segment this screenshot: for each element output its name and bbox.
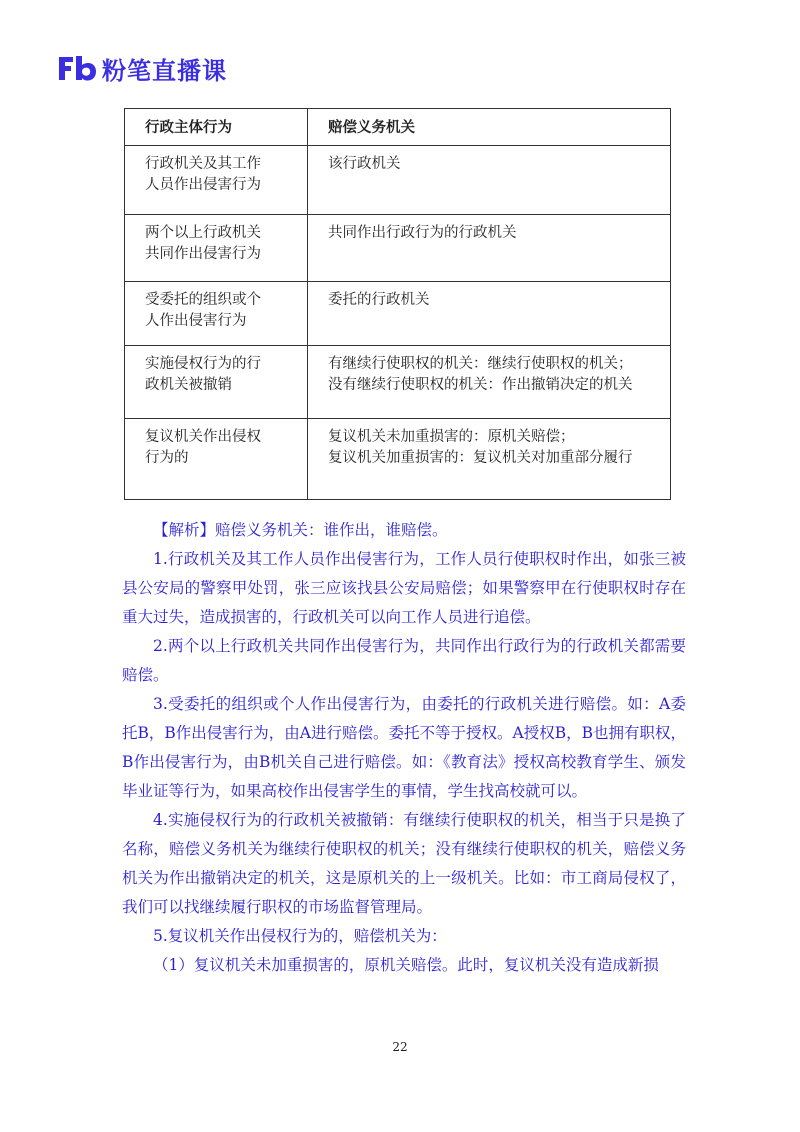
analysis-section [122, 516, 686, 980]
table-cell-act: 受委托的组织或个 人作出侵害行为 [125, 282, 308, 346]
column-header: 行政主体行为 [125, 109, 308, 146]
analysis-paragraph: 3.受委托的组织或个人作出侵害行为，由委托的行政机关进行赔偿。如：A委托B，B作出侵害行为，由A进行赔偿。委托不等于授权。A授权B，B也拥有职权，B作出侵害行为，由B机关自己进行赔偿。如：《教育法》授权高校教育学生、颁发毕业证等行为，如果高校作出侵害学生的事情，学生找高校就可以。 [122, 695, 686, 800]
analysis-paragraph: 4.实施侵权行为的行政机关被撤销：有继续行使职权的机关，相当于只是换了名称，赔偿义务机关为继续行使职权的机关；没有继续行使职权的机关，赔偿义务机关为作出撤销决定的机关，这是原机关的上一级机关。比如：市工商局侵权了，我们可以找继续履行职权的市场监督管理局。 [122, 811, 686, 916]
comparison-table [124, 108, 671, 500]
brand-name: 粉笔直播课 [102, 56, 227, 85]
table-cell-organ: 有继续行使职权的机关：继续行使职权的机关； 没有继续行使职权的机关：作出撤销决定的机关 [308, 346, 671, 419]
column-header: 赔偿义务机关 [308, 109, 671, 146]
table-row [125, 146, 671, 215]
fenbi-logo-icon [56, 53, 98, 83]
table-row [125, 346, 671, 419]
analysis-paragraph: 5.复议机关作出侵权行为的，赔偿机关为： [153, 927, 447, 945]
table-row [125, 215, 671, 282]
analysis-paragraph: （1）复议机关未加重损害的，原机关赔偿。此时，复议机关没有造成新损 [153, 956, 659, 974]
table-cell-organ: 委托的行政机关 [308, 282, 671, 346]
page-number: 22 [392, 1040, 408, 1054]
table-row [125, 419, 671, 500]
table-cell-act: 实施侵权行为的行 政机关被撤销 [125, 346, 308, 419]
table-cell-organ: 复议机关未加重损害的：原机关赔偿； 复议机关加重损害的：复议机关对加重部分履行 [308, 419, 671, 500]
analysis-intro: 【解析】赔偿义务机关：谁作出，谁赔偿。 [153, 521, 448, 539]
table-cell-act: 行政机关及其工作 人员作出侵害行为 [125, 146, 308, 215]
header [56, 50, 227, 86]
table-cell-organ: 共同作出行政行为的行政机关 [308, 215, 671, 282]
table-cell-organ: 该行政机关 [308, 146, 671, 215]
table-cell-act: 两个以上行政机关 共同作出侵害行为 [125, 215, 308, 282]
table-header-row [125, 109, 671, 146]
table-row [125, 282, 671, 346]
table-cell-act: 复议机关作出侵权 行为的 [125, 419, 308, 500]
analysis-paragraph: 2.两个以上行政机关共同作出侵害行为，共同作出行政行为的行政机关都需要赔偿。 [122, 637, 686, 684]
analysis-paragraph: 1.行政机关及其工作人员作出侵害行为，工作人员行使职权时作出，如张三被县公安局的警察甲处罚，张三应该找县公安局赔偿；如果警察甲在行使职权时存在重大过失，造成损害的，行政机关可以向工作人员进行追偿。 [122, 550, 686, 626]
